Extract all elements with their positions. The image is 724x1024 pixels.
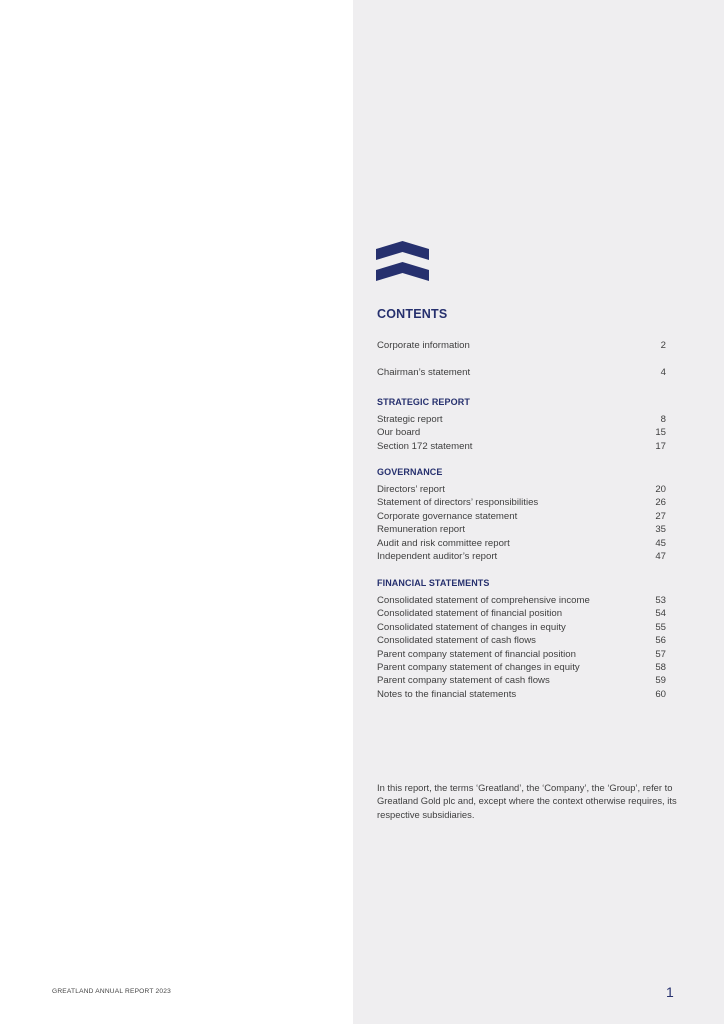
toc-entry-title: Section 172 statement [377, 440, 473, 452]
toc-entry[interactable] [377, 426, 666, 439]
toc-entry-page: 27 [655, 510, 666, 522]
toc-entry-page: 54 [655, 608, 666, 620]
toc-entry-page: 17 [655, 440, 666, 452]
toc-entry[interactable] [377, 550, 666, 563]
toc-entry-title: Consolidated statement of changes in equity [377, 621, 566, 633]
toc-entry-title: Strategic report [377, 414, 443, 425]
toc-entry[interactable] [377, 413, 666, 426]
toc-entry[interactable] [377, 621, 666, 634]
toc-entry[interactable] [377, 661, 666, 674]
toc-entry-page: 35 [655, 524, 666, 536]
toc-entry[interactable] [377, 537, 666, 550]
toc-entry-title: Independent auditor’s report [377, 550, 498, 562]
toc-entry-title: Chairman’s statement [377, 367, 471, 378]
toc-entry-title: Remuneration report [377, 524, 465, 536]
toc-entry[interactable] [377, 607, 666, 620]
toc-entry-title: Corporate governance statement [377, 510, 518, 522]
toc-entry[interactable] [377, 483, 666, 496]
footer-report-label: GREATLAND ANNUAL REPORT 2023 [52, 988, 171, 995]
toc-entry-page: 8 [660, 414, 666, 425]
toc-entry[interactable] [377, 648, 666, 661]
toc-entry[interactable] [377, 674, 666, 687]
toc-entry-page: 57 [655, 648, 666, 660]
toc-section-governance [377, 466, 666, 563]
toc-entry-title: Parent company statement of financial position [377, 648, 576, 660]
toc-section-financial-statements [377, 577, 666, 701]
toc-entry-title: Parent company statement of cash flows [377, 675, 550, 687]
toc-entry-title: Consolidated statement of cash flows [377, 635, 536, 647]
toc-entry[interactable] [377, 523, 666, 536]
toc-entry-title: Corporate information [377, 340, 470, 351]
toc-entry-title: Consolidated statement of comprehensive income [377, 595, 590, 606]
toc-entry[interactable] [377, 496, 666, 509]
toc-entry-page: 53 [655, 595, 666, 606]
toc-entry-title: Consolidated statement of financial position [377, 608, 563, 620]
toc-entry-title: Directors’ report [377, 484, 445, 495]
toc-top-entry-2[interactable] [377, 366, 666, 379]
toc-entry-page: 59 [655, 675, 666, 687]
toc-entry-page: 15 [655, 427, 666, 439]
section-heading: GOVERNANCE [377, 467, 443, 477]
toc-entry-title: Our board [377, 427, 421, 439]
toc-entry-title: Notes to the financial statements [377, 688, 517, 700]
toc-entry-page: 58 [655, 661, 666, 673]
toc-entry-page: 60 [655, 688, 666, 700]
toc-entry-page: 55 [655, 621, 666, 633]
toc-entry-page: 56 [655, 635, 666, 647]
section-heading: FINANCIAL STATEMENTS [377, 578, 490, 588]
toc-entry[interactable] [377, 688, 666, 701]
left-blank-panel [0, 0, 353, 1024]
toc-entry[interactable] [377, 634, 666, 647]
greatland-chevron-logo-icon [376, 241, 429, 281]
toc-entry-page: 2 [660, 340, 666, 351]
toc-entry-page: 45 [655, 537, 666, 549]
toc-top-entry-1[interactable] [377, 339, 666, 352]
toc-entry-page: 20 [655, 484, 666, 495]
toc-entry-title: Parent company statement of changes in equity [377, 661, 580, 673]
toc-entry-page: 4 [660, 367, 666, 378]
toc-entry[interactable] [377, 594, 666, 607]
definitions-footnote: In this report, the terms ‘Greatland’, the ‘Company’, the ‘Group’, refer to Greatland Gold plc and, except where the context otherwise requires, its respective subsidiaries. [377, 782, 677, 820]
toc-entry-page: 26 [655, 497, 666, 509]
contents-title: CONTENTS [377, 307, 448, 321]
toc-entry-title: Audit and risk committee report [377, 537, 510, 549]
toc-entry[interactable] [377, 510, 666, 523]
toc-entry-page: 47 [655, 550, 666, 562]
page-number: 1 [666, 984, 674, 1000]
toc-entry[interactable] [377, 440, 666, 453]
toc-section-strategic-report [377, 396, 666, 453]
toc-entry-title: Statement of directors’ responsibilities [377, 497, 539, 509]
section-heading: STRATEGIC REPORT [377, 397, 470, 407]
